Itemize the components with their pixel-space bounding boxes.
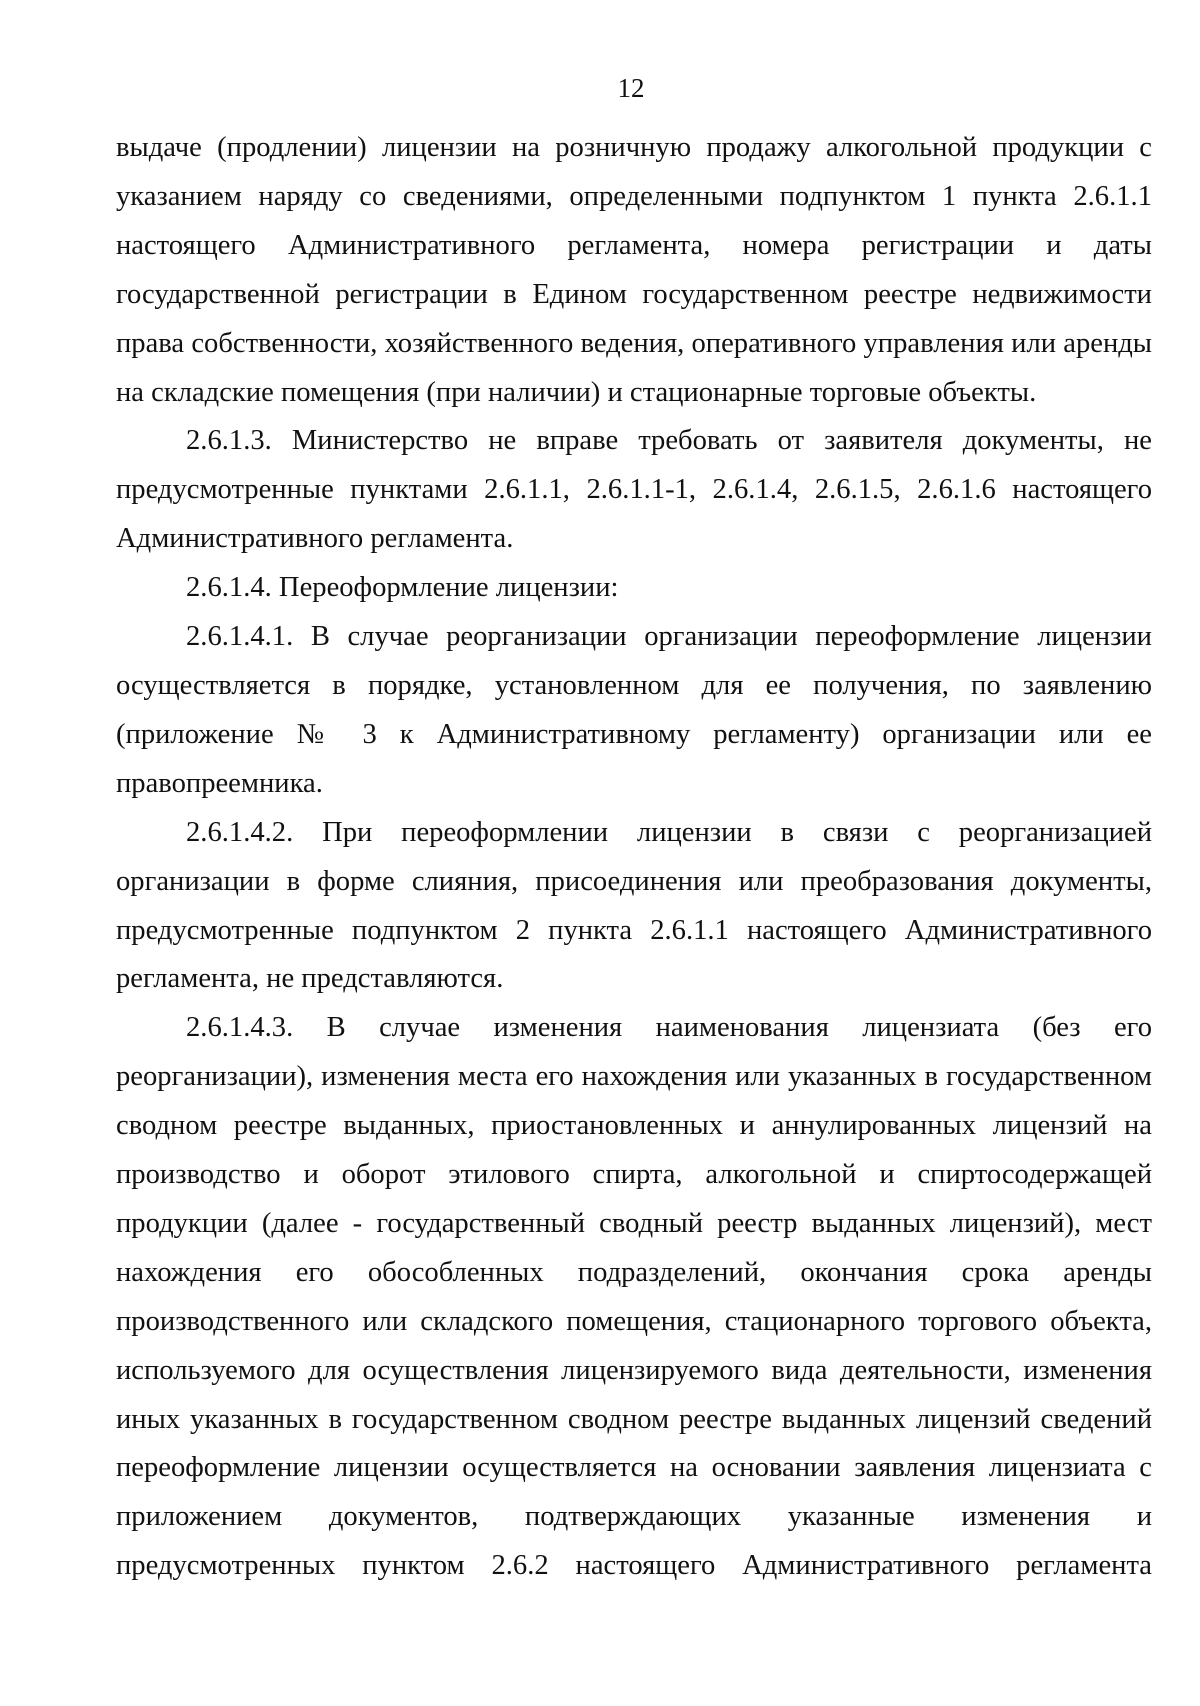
page-number: 12 [617,73,645,103]
paragraph-continuation: выдаче (продлении) лицензии на розничную продажу алкогольной продукции с указанием наряду со сведениями, определенными подпунктом 1 пункта 2.6.1.1 настоящего Административного регламента, номера регистрации и даты государственной регистрации в Едином государственном реестре недвижимости права собственности, хозяйственного ведения, оперативного управления или аренды на складские помещения (при наличии) и стационарные торговые объекты. [116,132,1152,408]
paragraph-2-6-1-3: 2.6.1.3. Министерство не вправе требовать от заявителя документы, не предусмотренные пунктами 2.6.1.1, 2.6.1.1-1, 2.6.1.4, 2.6.1.5, 2.6.1.6 настоящего Административного регламента. [116,425,1152,555]
paragraph-2-6-1-4-2: 2.6.1.4.2. При переоформлении лицензии в связи с реорганизацией организации в форме слияния, присоединения или преобразования документы, предусмотренные подпунктом 2 пункта 2.6.1.1 настоящего Административного регламента, не представляются. [116,816,1152,995]
paragraph-2-6-1-4: 2.6.1.4. Переоформление лицензии: [186,572,619,604]
document-body [116,124,1152,1591]
paragraph-2-6-1-4-1: 2.6.1.4.1. В случае реорганизации организации переоформление лицензии осуществляется в порядке, установленном для ее получения, по заявлению (приложение № 3 к Административному регламенту) организации или ее правопреемника. [116,621,1152,799]
paragraph-2-6-1-4-3: 2.6.1.4.3. В случае изменения наименования лицензиата (без его реорганизации), изменения места его нахождения или указанных в государственном сводном реестре выданных, приостановленных и аннулированных лицензий на производство и оборот этилового спирта, алкогольной и спиртосодержащей продукции (далее - государственный сводный реестр выданных лицензий), мест нахождения его обособленных подразделений, окончания срока аренды производственного или складского помещения, стационарного торгового объекта, используемого для осуществления лицензируемого вида деятельности, изменения иных указанных в государственном сводном реестре выданных лицензий сведений переоформление лицензии осуществляется на основании заявления лицензиата с приложением документов, подтверждающих указанные изменения и предусмотренных пунктом 2.6.2 настоящего Административного регламента [116,1012,1152,1582]
